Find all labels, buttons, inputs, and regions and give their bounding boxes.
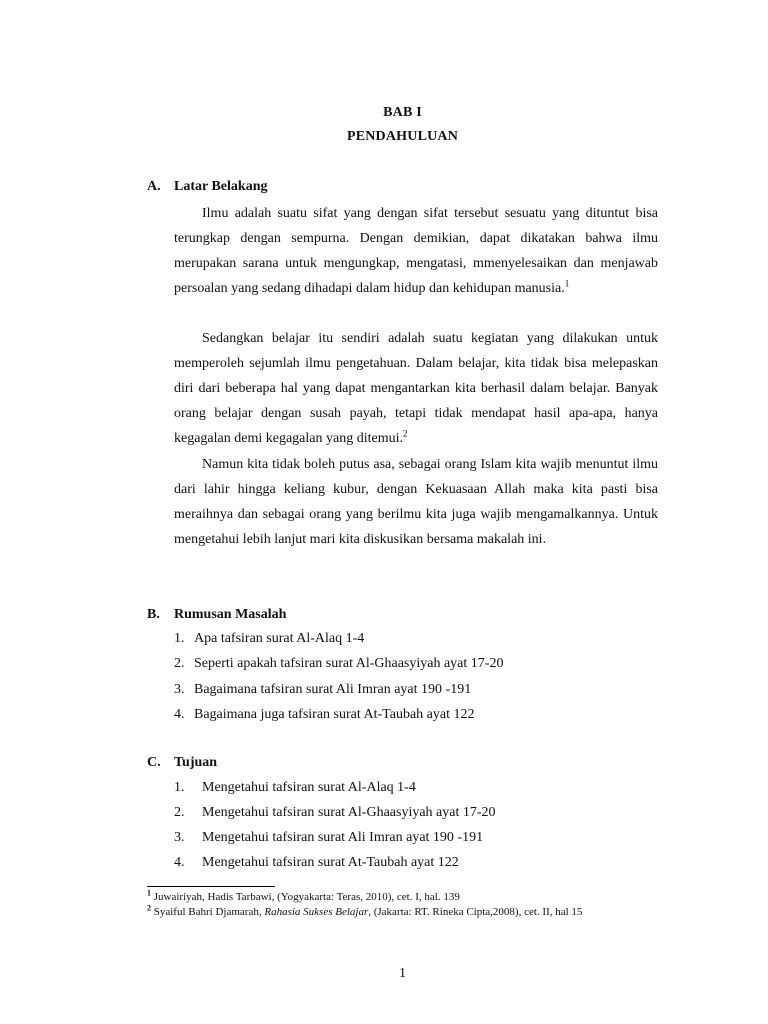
footnote-ref-2: 2 — [402, 428, 408, 439]
section-b-letter: B. — [147, 607, 160, 622]
page-number: 1 — [399, 966, 406, 981]
list-item: 1. Apa tafsiran surat Al-Alaq 1-4 — [174, 631, 365, 646]
paragraph-2-text: Sedangkan belajar itu sendiri adalah suatu kegiatan yang dilakukan untuk memperoleh sejumlah ilmu pengetahuan. Dalam belajar, kita tidak bisa melepaskan diri dari beberapa hal yang dapat mengantarkan kita berhasil dalam belajar. Banyak orang belajar dengan susah payah, tetapi tidak mendapat hasil apa-apa, hanya kegagalan demi kegagalan yang ditemui. — [174, 331, 658, 446]
footnote-separator — [147, 886, 275, 887]
chapter-title: PENDAHULUAN — [346, 129, 459, 144]
section-c-letter: C. — [147, 755, 161, 770]
list-item: 3. Mengetahui tafsiran surat Ali Imran ayat 190 -191 — [174, 830, 484, 845]
section-b-title: Rumusan Masalah — [174, 607, 287, 622]
section-a-heading — [147, 179, 267, 195]
paragraph-1-text: Ilmu adalah suatu sifat yang dengan sifat tersebut sesuatu yang dituntut bisa terungkap dengan sempurna. Dengan demikian, dapat dikatakan bahwa ilmu merupakan sarana untuk mengungkap, mengatasi, mmenyelesaikan dan menjawab persoalan yang sedang dihadapi dalam hidup dan kehidupan manusia. — [174, 206, 658, 296]
chapter-number: BAB I — [383, 105, 422, 120]
list-item: 1. Mengetahui tafsiran surat Al-Alaq 1-4 — [174, 780, 416, 795]
list-item: 4. Mengetahui tafsiran surat At-Taubah ayat 122 — [174, 855, 459, 870]
section-c-title: Tujuan — [174, 755, 218, 770]
list-item: 2. Mengetahui tafsiran surat Al-Ghaasyiyah ayat 17-20 — [174, 805, 496, 820]
section-a-title: Latar Belakang — [174, 179, 268, 194]
paragraph-1 — [174, 201, 658, 301]
section-a-letter: A. — [147, 179, 161, 194]
paragraph-3-text: Namun kita tidak boleh putus asa, sebagai orang Islam kita wajib menuntut ilmu dari lahir hingga keliang kubur, dengan Kekuasaan Allah maka kita pasti bisa meraihnya dan sebagai orang yang berilmu kita juga wajib mengamalkannya. Untuk mengetahui lebih lanjut mari kita diskusikan bersama makalah ini. — [174, 457, 658, 547]
footnote-1: $^1$ Juwairiyah, Hadis Tarbawi, (Yogyakarta: Teras, 2010), cet. I, hal. 139 — [147, 888, 460, 903]
paragraph-3 — [174, 452, 658, 552]
section-c-heading — [147, 755, 217, 771]
paragraph-2 — [174, 326, 658, 451]
list-item: 2. Seperti apakah tafsiran surat Al-Ghaasyiyah ayat 17-20 — [174, 656, 504, 671]
footnote-2: $^2$ Syaiful Bahri Djamarah, Rahasia Sukses Belajar, (Jakarta: RT. Rineka Cipta,2008), cet. II, hal 15 — [147, 903, 583, 918]
section-b-heading — [147, 607, 286, 623]
list-item: 4. Bagaimana juga tafsiran surat At-Taubah ayat 122 — [174, 707, 475, 722]
footnote-ref-1: 1 — [564, 278, 570, 289]
list-item: 3. Bagaimana tafsiran surat Ali Imran ayat 190 -191 — [174, 682, 472, 697]
